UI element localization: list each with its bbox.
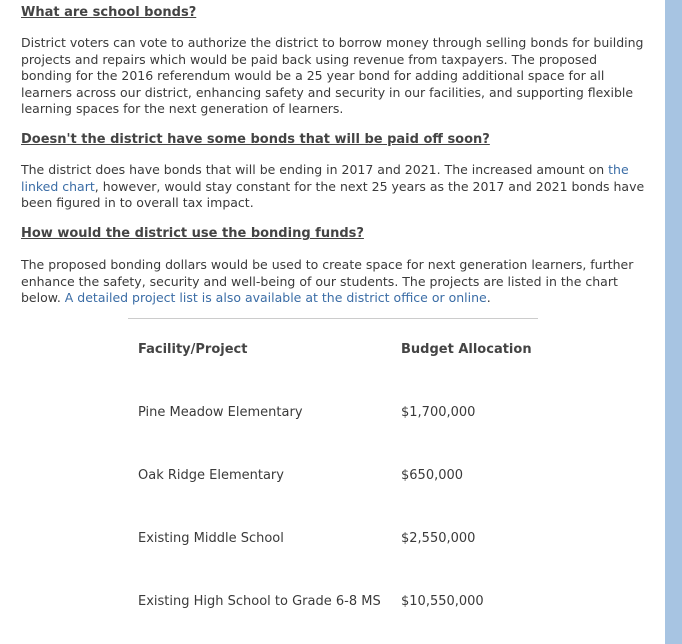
section-heading-paid-off: Doesn't the district have some bonds that will be paid off soon? xyxy=(21,132,490,147)
table-header-budget: Budget Allocation xyxy=(401,342,532,357)
facility-cell: Pine Meadow Elementary xyxy=(138,405,303,420)
section-heading-bonds: What are school bonds? xyxy=(21,5,197,20)
table-divider xyxy=(128,318,538,319)
section-body-funds-post: . xyxy=(486,290,491,305)
facility-cell: Existing High School to Grade 6-8 MS xyxy=(138,594,381,609)
section-body-funds xyxy=(21,257,646,307)
section-heading-funds: How would the district use the bonding funds? xyxy=(21,226,364,241)
budget-cell: $10,550,000 xyxy=(401,594,484,609)
budget-cell: $650,000 xyxy=(401,468,464,483)
section-body-paid-off-pre: The district does have bonds that will be ending in 2017 and 2021. The increased amount on xyxy=(21,162,609,177)
right-sidebar-strip xyxy=(665,0,682,644)
table-header-facility: Facility/Project xyxy=(138,342,248,357)
project-list-link[interactable]: A detailed project list is also available at the district office or online xyxy=(64,290,487,305)
linked-chart-link[interactable]: the linked chart xyxy=(21,162,629,194)
section-body-funds-pre: The proposed bonding dollars would be used to create space for next generation learners, further enhance the safety, security and well-being of our students. The projects are listed in the chart below. xyxy=(21,257,634,305)
budget-cell: $2,550,000 xyxy=(401,531,476,546)
section-body-paid-off xyxy=(21,162,646,212)
section-body-paid-off-post: , however, would stay constant for the next 25 years as the 2017 and 2021 bonds have been figured in to overall tax impact. xyxy=(21,178,645,210)
section-body-bonds: District voters can vote to authorize the district to borrow money through selling bonds for building projects and repairs which would be paid back using revenue from taxpayers. The proposed bonding for the 2016 referendum would be a 25 year bond for adding additional space for all learners across our district, enhancing safety and security in our facilities, and supporting flexible learning spaces for the next generation of learners. xyxy=(21,35,644,116)
facility-cell: Oak Ridge Elementary xyxy=(138,468,284,483)
budget-cell: $1,700,000 xyxy=(401,405,476,420)
facility-cell: Existing Middle School xyxy=(138,531,284,546)
